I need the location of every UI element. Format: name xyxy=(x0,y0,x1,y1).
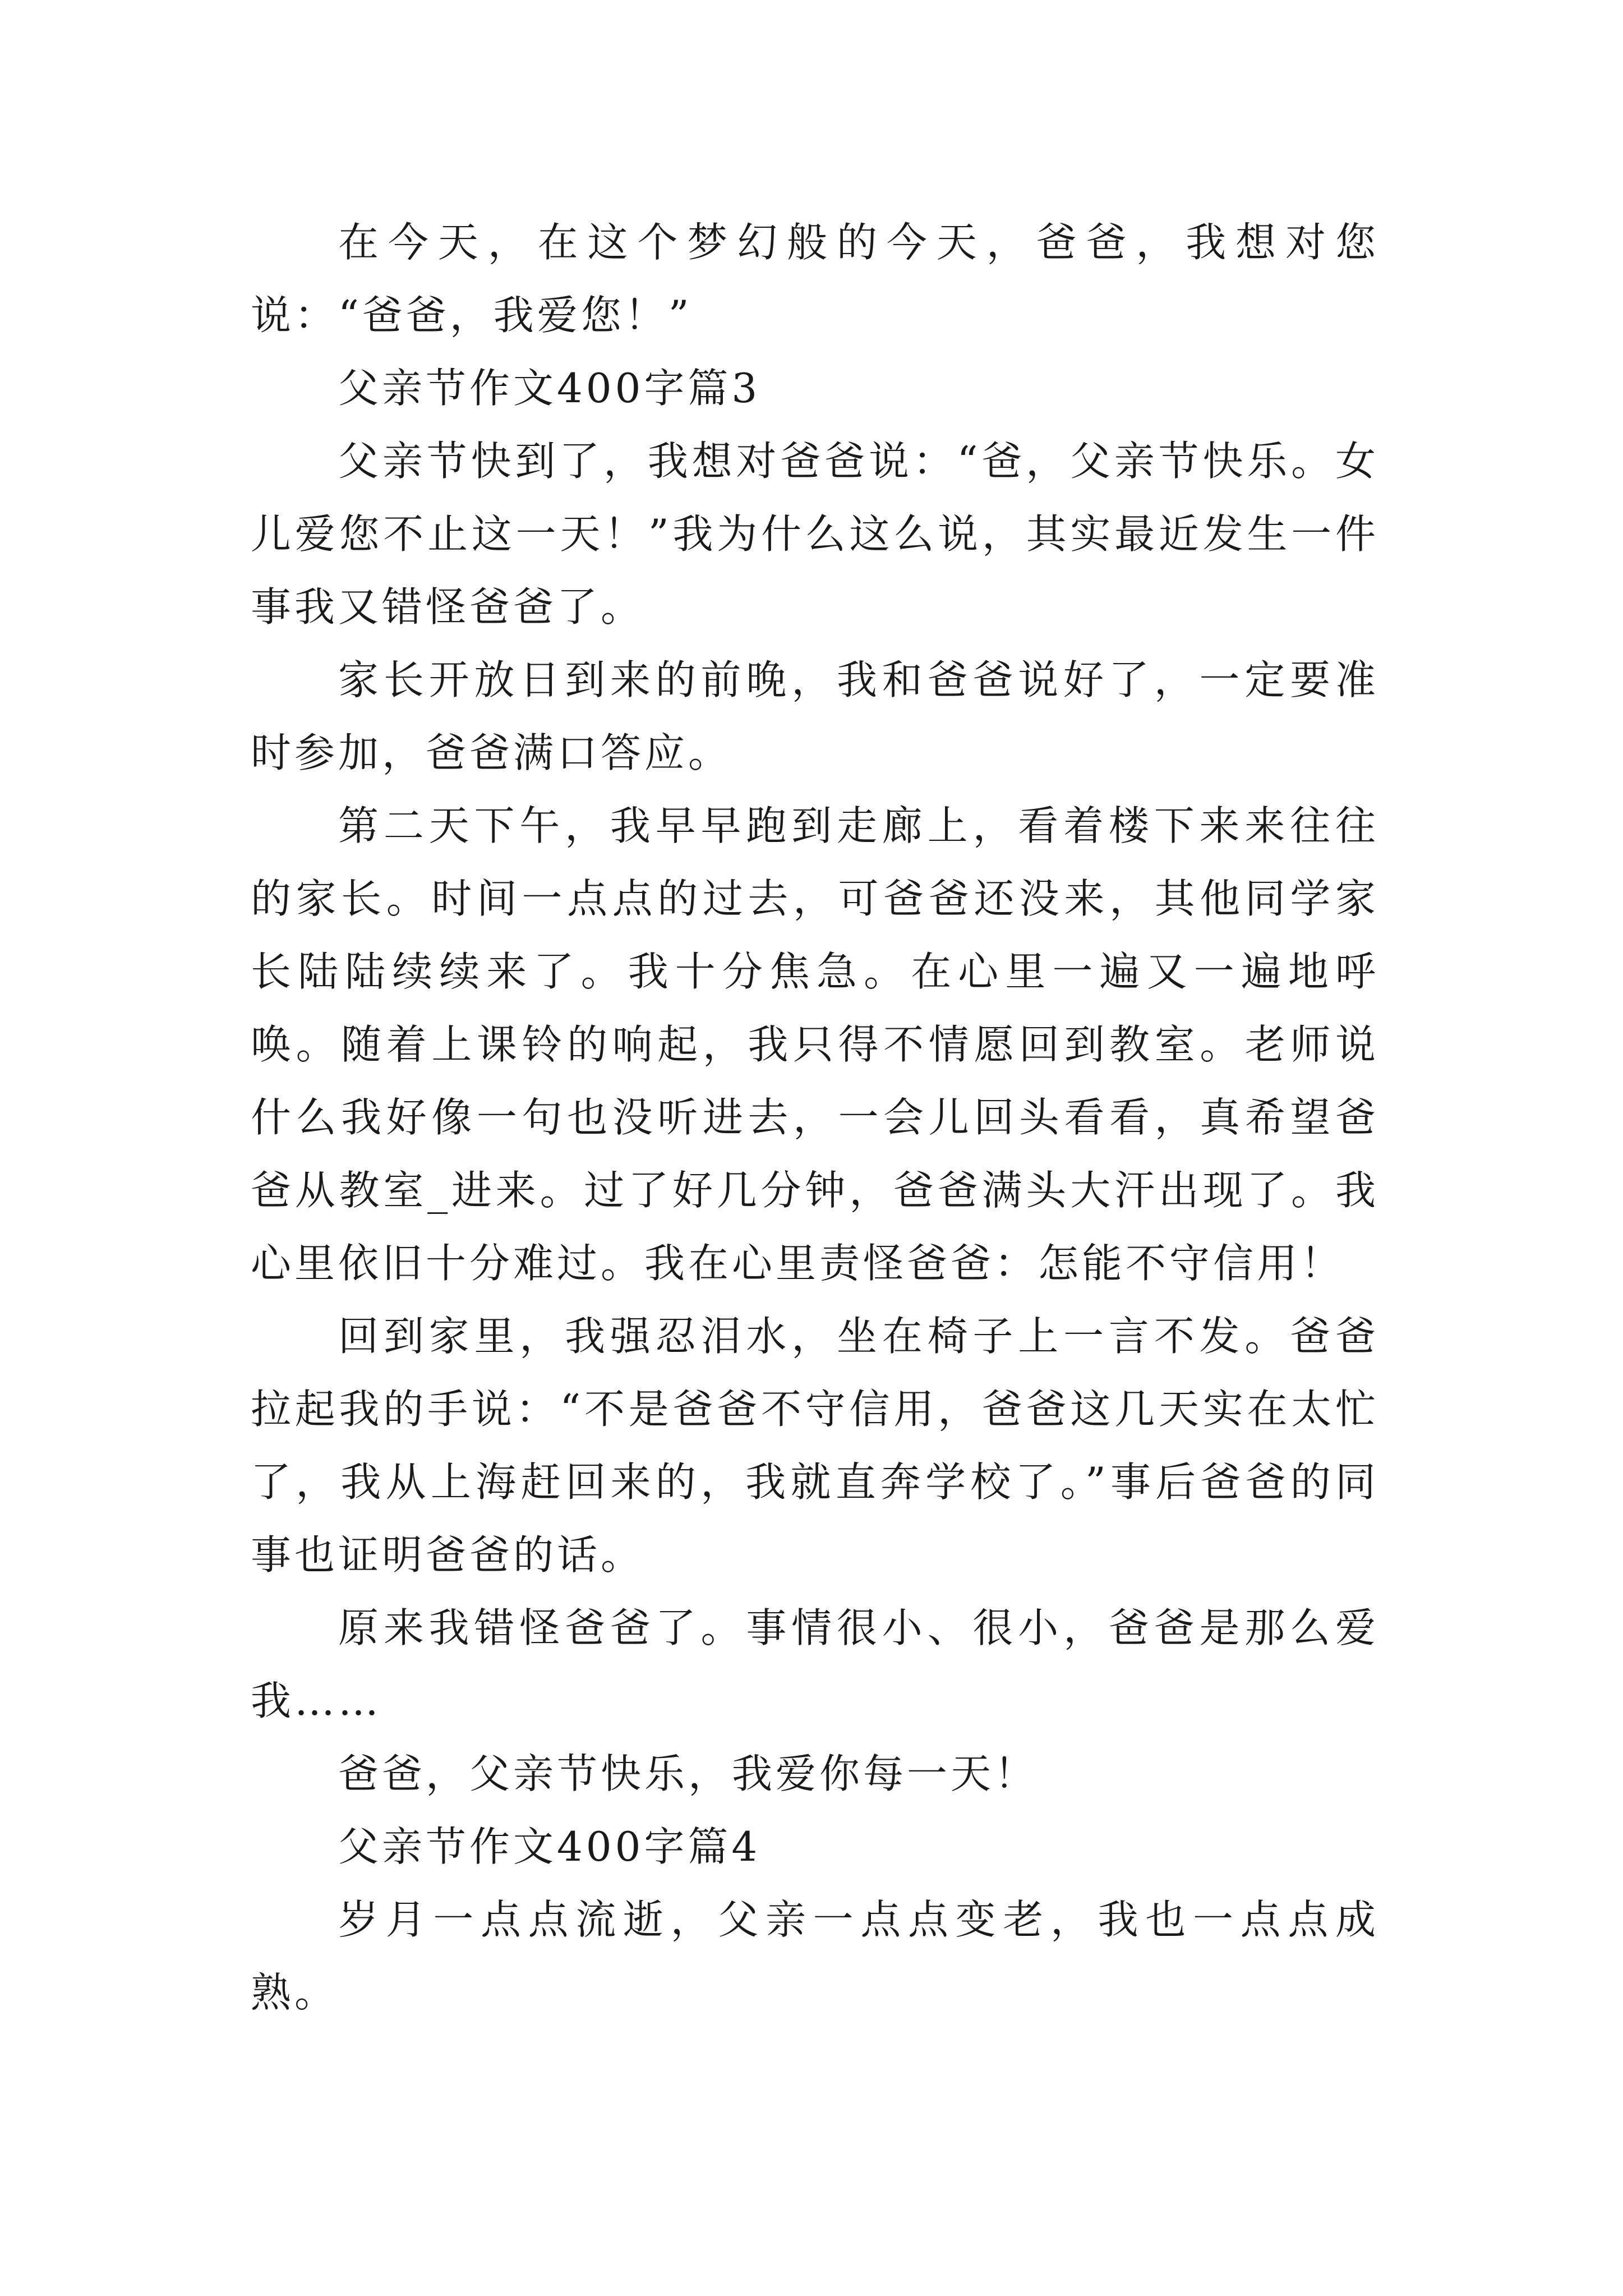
paragraph: 岁月一点点流逝，父亲一点点变老，我也一点点成熟。 xyxy=(251,1896,1379,2016)
paragraph: 家长开放日到来的前晚，我和爸爸说好了，一定要准时参加，爸爸满口答应。 xyxy=(251,656,1379,776)
paragraph: 在今天，在这个梦幻般的今天，爸爸，我想对您说：“爸爸，我爱您！” xyxy=(251,219,1379,339)
paragraph: 父亲节快到了，我想对爸爸说：“爸，父亲节快乐。女儿爱您不止这一天！”我为什么这么说，其实最近发生一件事我又错怪爸爸了。 xyxy=(251,438,1379,631)
paragraph: 第二天下午，我早早跑到走廊上，看着楼下来来往往的家长。时间一点点的过去，可爸爸还没来，其他同学家长陆陆续续来了。我十分焦急。在心里一遍又一遍地呼唤。随着上课铃的响起，我只得不情愿回到教室。老师说什么我好像一句也没听进去，一会儿回头看看，真希望爸爸从教室_进来。过了好几分钟，爸爸满头大汗出现了。我心里依旧十分难过。我在心里责怪爸爸：怎能不守信用！ xyxy=(251,802,1379,1287)
paragraph: 回到家里，我强忍泪水，坐在椅子上一言不发。爸爸拉起我的手说：“不是爸爸不守信用，爸爸这几天实在太忙了，我从上海赶回来的，我就直奔学校了。”事后爸爸的同事也证明爸爸的话。 xyxy=(251,1313,1379,1579)
article-body xyxy=(251,206,1379,2029)
paragraph: 爸爸，父亲节快乐，我爱你每一天！ xyxy=(338,1750,1039,1797)
section-heading: 父亲节作文400字篇4 xyxy=(338,1823,761,1870)
section-heading: 父亲节作文400字篇3 xyxy=(338,365,761,412)
paragraph: 原来我错怪爸爸了。事情很小、很小，爸爸是那么爱我…… xyxy=(251,1604,1379,1724)
